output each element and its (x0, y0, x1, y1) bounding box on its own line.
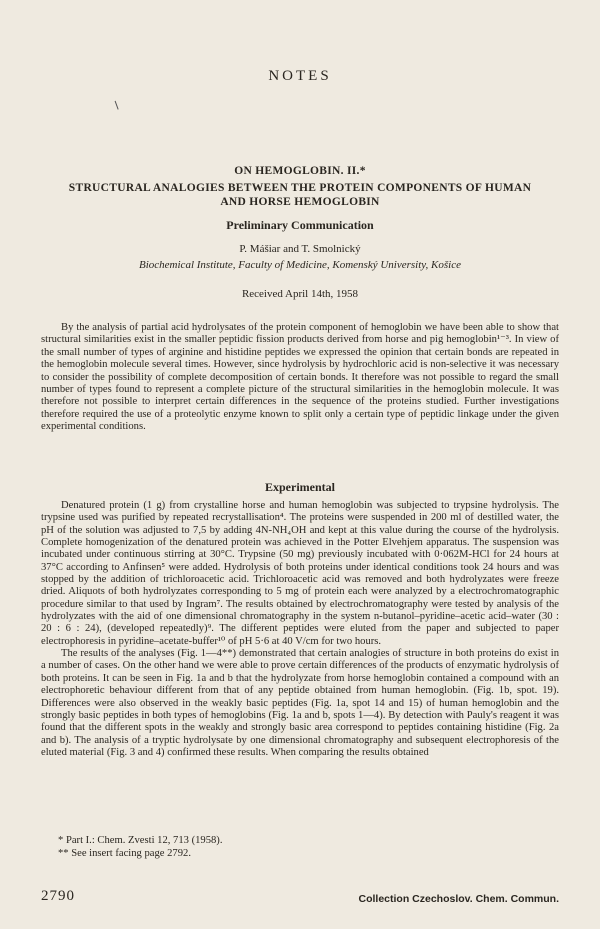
footnote-2: ** See insert facing page 2792. (58, 848, 191, 859)
introduction-paragraph: By the analysis of partial acid hydrolysates of the protein component of hemoglobin we have been able to show that structural similarities exist in the smaller peptidic fission products derived from horse and pig hemoglobin¹⁻³. In view of the small number of types of arginine and histidine peptides we expressed the opinion that certain bonds are repeated in the hemoglobin molecule several times. However, since hydrolysis by hydrochloric acid is non-selective it was necessary to consider the possibility of complete decomposition of certain bonds. It therefore was not possible to regard the small number of types found to represent a complete picture of the structural similarities in the hemoglobin molecule. It was therefore not possible to interpret certain differences in the sequence of the proteins studied. Further investigations therefore required the use of a proteolytic enzyme known to split only a certain type of peptidic linkage under the given experimental conditions. (41, 322, 559, 433)
footnotes (58, 834, 558, 860)
print-speck-mark (115, 99, 123, 109)
experimental-heading: Experimental (265, 480, 335, 494)
article-affiliation: Biochemical Institute, Faculty of Medicine, Komenský University, Košice (139, 259, 461, 271)
page-number: 2790 (41, 888, 75, 904)
article-title-line2: STRUCTURAL ANALOGIES BETWEEN THE PROTEIN COMPONENTS OF HUMAN AND HORSE HEMOGLOBIN (68, 182, 532, 208)
journal-name: Collection Czechoslov. Chem. Commun. (358, 893, 559, 905)
section-heading: NOTES (268, 68, 332, 84)
received-date: Received April 14th, 1958 (241, 288, 359, 300)
footnote-1: * Part I.: Chem. Zvesti 12, 713 (1958). (58, 835, 223, 846)
article-title-line1: ON HEMOGLOBIN. II.* (234, 165, 366, 177)
experimental-section (41, 500, 559, 759)
experimental-paragraph-2: The results of the analyses (Fig. 1—4**) demonstrated that certain analogies of structure in both proteins do exist in a number of cases. On the other hand we were able to prove certain differences of the products of enzymatic hydrolysis of both proteins. It can be seen in Fig. 1a and b that the hydrolyzate from horse hemoglobin contained a compound with an electrophoretic behaviour different from that of any peptide obtained from human hemoglobin. (Fig. 1b, spot. 19). Differences were also observed in the weakly basic peptides (Fig. 1a, spot 14 and 15) of human hemoglobin and the strongly basic peptides in both types of hemoglobins (Fig. 1a and b, spots 1—4). By detection with Pauly's reagent it was found that the different spots in the weakly and strongly basic area correspond to peptides containing histidine (Fig. 2a and b). The analysis of a tryptic hydrolysate by one dimensional chromatography and subsequent electrophoresis of the eluted material (Fig. 3 and 4) confirmed these results. When comparing the results obtained (41, 648, 559, 758)
article-subtitle: Preliminary Communication (226, 218, 374, 232)
article-authors: P. Mášiar and T. Smolnický (239, 243, 361, 255)
experimental-paragraph-1: Denatured protein (1 g) from crystalline horse and human hemoglobin was subjected to trypsine hydrolysis. The trypsine used was purified by repeated recrystallisation⁴. The proteins were suspended in 200 ml of destilled water, the pH of the solution was adjusted to 7,5 by adding 4N-NH₄OH and kept at this value during the course of the hydrolysis. Complete homogenization of the denatured protein was achieved in the Potter Elvehjem apparatus. The suspension was incubated under continuous stirring at 30°C. Trypsine (50 mg) previously incubated with 0·062M-HCl for 24 hours at 37°C according to Anfinsen⁵ were added. Hydrolysis of both proteins under identical conditions took 24 hours and was stopped by the addition of trichloroacetic acid. Trichloroacetic acid was removed and both hydrolyzates were freeze dried. Aliquots of both hydrolyzates corresponding to 5 mg of protein each were analyzed by a electrochromatographic procedure similar to that used by Ingram⁷. The results obtained by electrochromatography were tested by analysis of the hydrolyzates with the aid of one dimensional chromatography in the system n-butanol–pyridine–acetic acid–water (30 : 20 : 6 : 24), (developed repeatedly)⁹. The different peptides were eluted from the paper and subjected to paper electrophoresis in pyridine–acetate-buffer¹⁰ of pH 5·6 at 40 V/cm for two hours. (41, 500, 559, 647)
